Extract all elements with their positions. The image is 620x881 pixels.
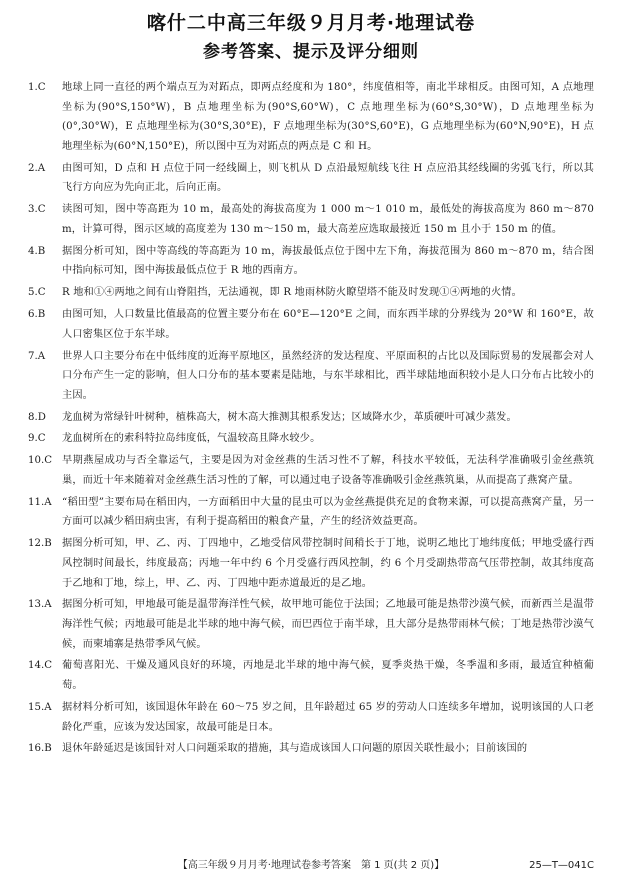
answer-explanation: “稻田型”主要布局在稻田内，一方面稻田中大量的昆虫可以为金丝燕提供充足的食物来源，可以提高燕窝产量，另一方面可以减少稻田病虫害，有利于提高稻田的粮食产量，产生的经济效益更高。 [62,496,594,528]
answer-number: 6.B [28,309,46,321]
footer-exam-code: 25—T—041C [529,860,594,871]
answer-number: 5.C [28,287,46,299]
answer-item [28,656,594,695]
answer-explanation: 退休年龄延迟是该国针对人口问题采取的措施，其与造成该国人口问题的原因关联性最小；目前该国的 [62,743,528,755]
answer-item [28,698,594,737]
answer-item [28,429,594,449]
answer-explanation: 由图可知，D 点和 H 点位于同一经线圈上，则飞机从 D 点沿最短航线飞往 H 点应沿其经线圈的劣弧飞行，所以其飞行方向应为先向正北，后向正南。 [62,162,594,194]
answer-number: 8.D [28,411,46,423]
answer-number: 13.A [28,599,52,611]
answer-explanation: 据材料分析可知，该国退休年龄在 60～75 岁之间，且年龄超过 65 岁的劳动人口连续多年增加，说明该国的人口老龄化严重，应该为发达国家，故最可能是日本。 [62,701,594,733]
answer-number: 1.C [28,82,46,93]
page-footer [28,857,594,875]
answer-explanation: 龙血树为常绿针叶树种，植株高大，树木高大推测其根系发达；区域降水少，革质硬叶可减少蒸发。 [62,411,517,423]
answer-explanation: 早期燕屋成功与否全靠运气，主要是因为对金丝燕的生活习性不了解，科技水平较低，无法科学准确吸引金丝燕筑巢，而近十年来随着对金丝燕生活习性的了解，可以通过电子设备等准确吸引金丝燕筑巢，从而提高了燕窝产量。 [62,455,594,486]
answer-item [28,534,594,593]
answer-explanation: 由图可知，人口数量比值最高的位置主要分布在 60°E—120°E 之间，而东西半球的分界线为 20°W 和 160°E，故人口密集区位于东半球。 [62,309,594,340]
answer-number: 15.A [28,701,52,713]
answer-item [28,408,594,428]
answer-number: 7.A [28,350,46,362]
answer-explanation: 葡萄喜阳光、干燥及通风良好的环境，丙地是北半球的地中海气候，夏季炎热干燥，冬季温和多雨，最适宜种植葡萄。 [62,660,594,692]
answer-item [28,200,594,239]
answer-item [28,283,594,303]
answer-number: 9.C [28,433,46,445]
answer-number: 11.A [28,496,52,508]
answer-explanation: 据图分析可知，图中等高线的等高距为 10 m，海拔最低点位于图中左下角，海拔范围为 860 m～870 m，结合图中指向标可知，图中海拔最低点位于 R 地的西南方。 [62,245,594,277]
answer-explanation: R 地和①④两地之间有山脊阻挡，无法通视，即 R 地雨林防火瞭望塔不能及时发现①④两地的火情。 [62,287,522,299]
answer-item [28,451,594,490]
answer-list [28,78,594,759]
answer-number: 10.C [28,455,52,467]
answer-item [28,242,594,281]
answer-item [28,305,594,344]
answer-explanation: 据图分析可知，甲地最可能是温带海洋性气候，故甲地可能位于法国；乙地最可能是热带沙漠气候，而新西兰是温带海洋性气候；丙地最可能是北半球的地中海气候，而巴西位于南半球，且大部分是热带雨林气候；丁地是热带沙漠气候，而柬埔寨是热带季风气候。 [62,599,594,650]
answer-explanation: 读图可知，图中等高距为 10 m，最高处的海拔高度为 1 000 m～1 010 m，最低处的海拔高度为 860 m～870 m，计算可得，图示区域的高度差为 130 m～150 m，最大高差应选取最接近 150 m 且小于 150 m 的值。 [62,204,594,235]
answer-explanation: 世界人口主要分布在中低纬度的近海平原地区，虽然经济的发达程度、平原面积的占比以及国际贸易的发展都会对人口分布产生一定的影响，但人口分布的基本要素是陆地，与东半球相比，西半球陆地面积较小是人口分布占比较小的主因。 [62,350,594,401]
answer-item [28,739,594,759]
answer-item [28,595,594,654]
answer-explanation: 据图分析可知，甲、乙、丙、丁四地中，乙地受信风带控制时间稍长于丁地，说明乙地比丁地纬度低；甲地受盛行西风控制时间最长，纬度最高；丙地一年中约 6 个月受盛行西风控制，约 6 个月受副热带高气压带控制，故其纬度高于乙地和丁地，综上，甲、乙、丙、丁四地中距赤道最近的是乙地。 [62,538,594,589]
answer-number: 4.B [28,245,46,257]
answer-number: 12.B [28,538,52,550]
answer-explanation: 地球上同一直径的两个端点互为对跖点，即两点经度和为 180°，纬度值相等，南北半球相反。由图可知，A 点地理坐标为(90°S,150°W)，B 点地理坐标为(90°S,60°W)，C 点地理坐标为(60°S,30°W)，D 点地理坐标为(0°,30°W)，E 点地理坐标为(30°S,30°E)，F 点地理坐标为(30°S,60°E)，G 点地理坐标为(60°N,90°E)，H 点地理坐标为(60°N,150°E)，所以图中互为对跖点的两点是 C 和 H。 [62,82,594,152]
footer-page-info: 【高三年级９月月考·地理试卷参考答案 第 1 页(共 2 页)】 [177,860,445,871]
answer-item [28,78,594,156]
answer-number: 14.C [28,660,52,672]
answer-number: 2.A [28,162,46,174]
answer-explanation: 龙血树所在的索科特拉岛纬度低，气温较高且降水较少。 [62,433,321,445]
answer-number: 16.B [28,743,52,755]
answer-number: 3.C [28,204,46,216]
page-subtitle: 参考答案、提示及评分细则 [203,42,419,62]
answer-item [28,347,594,406]
page-title: 喀什二中高三年级９月月考·地理试卷 [146,12,476,34]
answer-item [28,493,594,532]
answer-item [28,159,594,198]
